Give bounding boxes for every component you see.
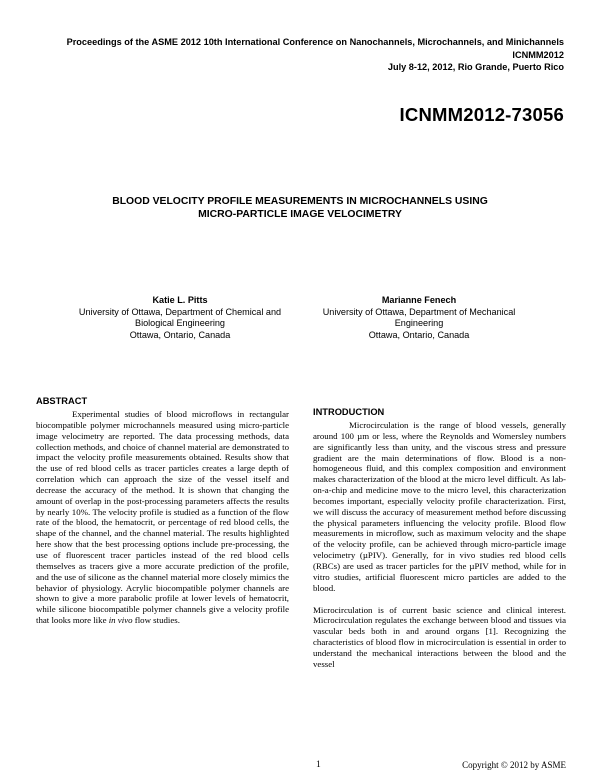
paper-id: ICNMM2012-73056 (399, 104, 564, 125)
abstract-text-italic: in vivo (108, 615, 133, 626)
left-column (36, 396, 289, 626)
abstract-heading: ABSTRACT (36, 396, 88, 406)
page-number: 1 (316, 760, 321, 770)
proceedings-line-1: Proceedings of the ASME 2012 10th International Conference on Nanochannels, Microchannels, and Minichannels (66, 37, 564, 47)
abstract-text-main: Experimental studies of blood microflows in rectangular biocompatible polymer microchannels measured using micro-particle image velocimetry are reported. The data processing methods, data collection methods, and choice of channel material are demonstrated to impact the velocity profile measurements obtained. Results show that the use of red blood cells as tracer particles creates a large depth of correlation which can approach the size of the vessel itself and decrease the accuracy of the method. It is shown that changing the amount of overlap in the post-processing parameters affects the results by nearly 10%. The velocity profile is studied as a function of the flow rate of the blood, the hematocrit, or percentage of red blood cells, the shape of the channel, and the channel material. The results highlighted here show that the best processing options include pre-processing, the use of fluorescent tracer particles instead of the red blood cells themselves as tracers give a more accurate prediction of the profile, and the use of silicone as the channel material more closely mimics the behavior of physiology. Acrylic biocompatible polymer channels are shown to give a more parabolic profile at lower levels of hematocrit, while silicone biocompatible polymer channels give a velocity profile that looks more like (36, 409, 289, 626)
introduction-paragraph-1: Microcirculation is the range of blood vessels, generally around 100 µm or less, where the Reynolds and Womersley numbers are significantly less than unity, and the viscous stress and pressure gradient are the main determinations of flow. Blood is a non-homogeneous fluid, and this complex composition and environment makes characterization of the blood at the micro level difficult. As lab-on-a-chip and medicine move to the micro level, this characterization becomes important, especially velocity profile characterization. First, we will discuss the accuracy of measurement method before discussing the physical parameters influencing the velocity profile. Blood flow measurements in microflow, such as maximum velocity and the shape of the velocity profile, can be achieved through micro-particle image velocimetry (µPIV). Generally, for in vivo studies red blood cells (RBCs) are used as tracer particles for the µPIV method, while for in vitro studies, artificial fluorescent micro particles are added to the blood. (313, 420, 566, 593)
copyright-notice: Copyright © 2012 by ASME (462, 760, 566, 770)
right-column (313, 396, 566, 670)
author-affiliation: Engineering (394, 318, 444, 329)
author-block-2 (306, 295, 532, 341)
author-name: Marianne Fenech (381, 295, 457, 305)
author-affiliation: University of Ottawa, Department of Chemical and (78, 306, 282, 317)
proceedings-header (67, 36, 564, 74)
author-affiliation: University of Ottawa, Department of Mechanical (322, 306, 516, 317)
proceedings-line-2: ICNMM2012 (512, 49, 564, 60)
paper-title-line-1: BLOOD VELOCITY PROFILE MEASUREMENTS IN MICROCHANNELS USING (112, 196, 488, 207)
author-name: Katie L. Pitts (152, 295, 208, 305)
author-location: Ottawa, Ontario, Canada (129, 329, 231, 340)
introduction-paragraph-2: Microcirculation is of current basic science and clinical interest. Microcirculation regulates the exchange between blood and tissues via vascular beds both in and around organs [1]. Recognizing the characteristics of blood flow in microcirculation is essential in order to understand the mechanical interactions between the blood and the vessel (313, 604, 566, 669)
author-affiliation: Biological Engineering (135, 318, 225, 329)
paper-title (60, 195, 540, 221)
author-location: Ottawa, Ontario, Canada (368, 329, 470, 340)
abstract-text-end: flow studies. (134, 615, 180, 626)
abstract-text (36, 409, 289, 626)
proceedings-line-3: July 8-12, 2012, Rio Grande, Puerto Rico (387, 62, 564, 72)
author-block-1 (67, 295, 293, 341)
paper-title-line-2: MICRO-PARTICLE IMAGE VELOCIMETRY (198, 209, 402, 220)
introduction-heading: INTRODUCTION (313, 407, 385, 417)
